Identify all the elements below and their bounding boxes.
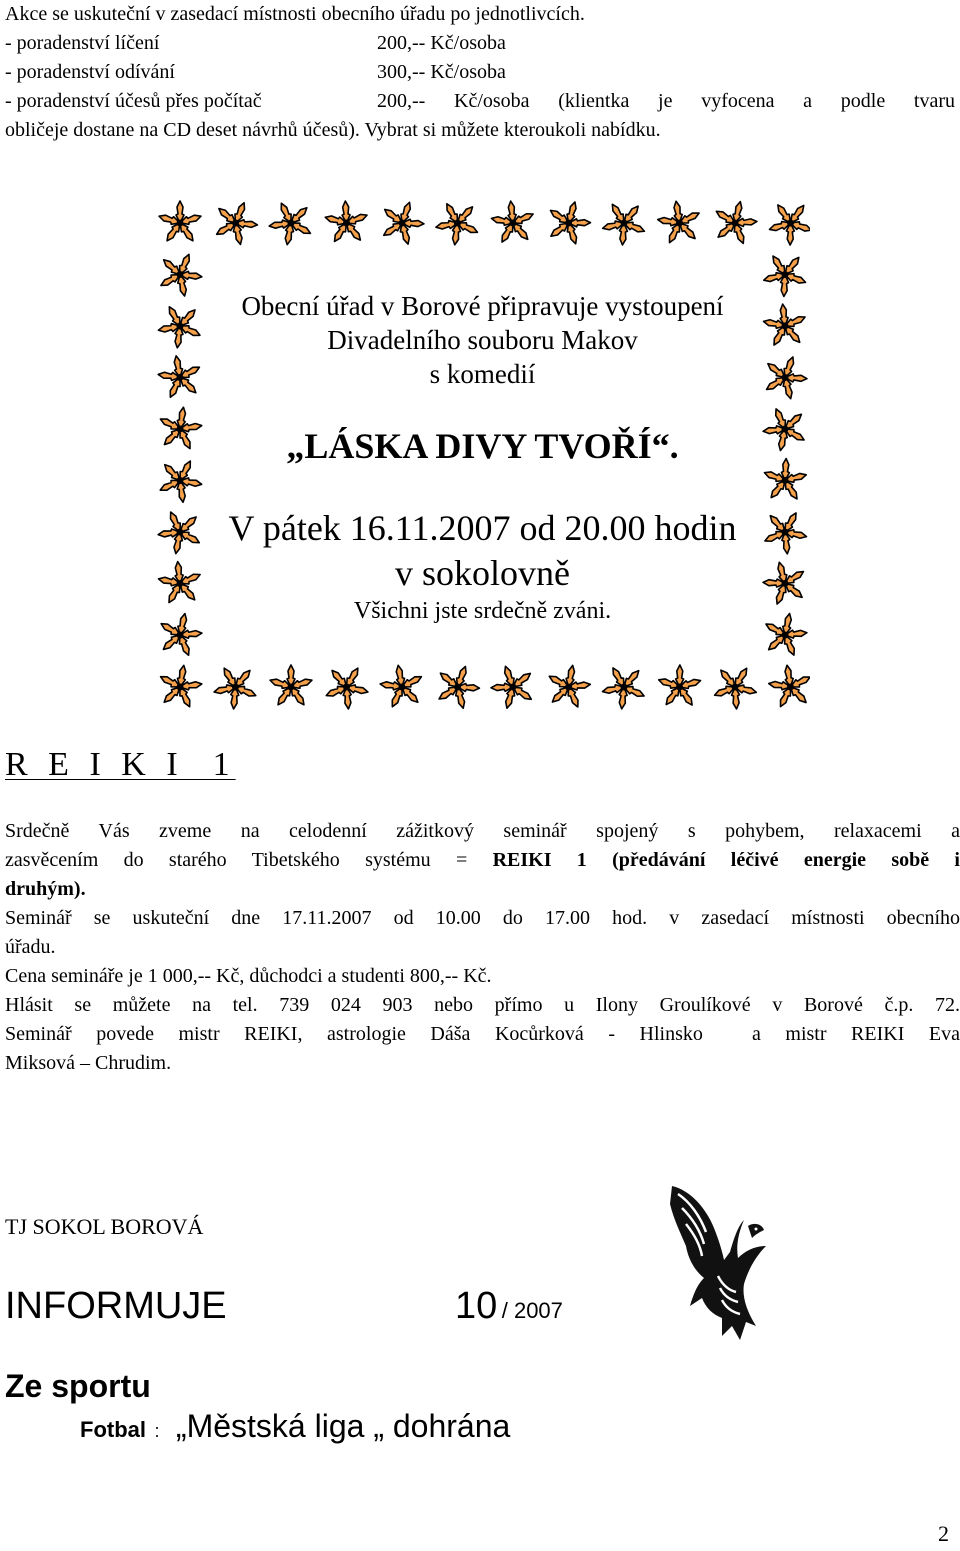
price-name: - poradenství odívání (5, 61, 175, 83)
leaf-star-icon (541, 197, 597, 251)
reiki-paragraph-line: Seminář povede mistr REIKI, astrologie Dáša Kocůrková - Hlinsko a mistr REIKI Eva (5, 1023, 960, 1045)
reiki-text: zasvěcením do starého Tibetského systému = (5, 849, 493, 871)
reiki-bold-text: REIKI 1 (předávání léčivé energie sobě i (492, 849, 960, 871)
invitation-date: V pátek 16.11.2007 od 20.00 hodin (228, 508, 737, 548)
leaf-star-icon (430, 195, 487, 252)
price-row (0, 87, 960, 116)
reiki-paragraph-line (5, 846, 960, 875)
sport-headline: „Městská liga „ dohrána (175, 1408, 511, 1444)
reiki-paragraph-line: úřadu. (5, 936, 56, 958)
leaf-star-icon (704, 656, 765, 715)
leaf-star-icon (320, 195, 375, 251)
invitation-title: „LÁSKA DIVY TVOŘÍ“. (286, 426, 679, 466)
reiki-paragraph-line: Miksová – Chrudim. (5, 1052, 172, 1074)
price-value: 300,-- Kč/osoba (377, 61, 506, 83)
leaf-star-icon (158, 201, 202, 243)
leaf-star-icon (207, 195, 264, 250)
reiki-paragraph-line: Seminář se uskuteční dne 17.11.2007 od 10.00 do 17.00 hod. v zasedací místnosti obecního (5, 907, 960, 929)
leaf-star-icon (600, 201, 647, 246)
issue-year: / 2007 (501, 1298, 563, 1323)
leaf-star-icon (261, 195, 322, 253)
leaf-star-icon (704, 195, 765, 254)
issue-number-value: 10 (455, 1285, 498, 1327)
reiki-paragraph-line: Cena semináře je 1 000,-- Kč, důchodci a studenti 800,-- Kč. (5, 965, 492, 987)
leaf-star-icon (651, 659, 705, 715)
intro-line: Akce se uskuteční v zasedací místnosti obecního úřadu po jednotlivcích. (5, 3, 585, 25)
leaf-star-icon (763, 196, 810, 251)
leaf-star-icon (486, 662, 540, 715)
leaf-star-icon (155, 661, 206, 710)
invitation-line: s komedií (429, 359, 536, 389)
reiki-paragraph-line: Hlásit se můžete na tel. 739 024 903 nebo přímo u Ilony Groulíkové v Borové č.p. 72. (5, 994, 960, 1016)
price-row (0, 58, 960, 87)
leaf-star-icon (381, 200, 425, 246)
leaf-star-icon (537, 657, 598, 715)
leaf-star-icon (206, 656, 267, 715)
leaf-star-icon (431, 662, 485, 714)
invitation-place: v sokolovně (395, 553, 570, 593)
sport-heading: Ze sportu (5, 1368, 151, 1404)
issue-number (455, 1283, 563, 1337)
price-name: - poradenství líčení (5, 32, 160, 54)
leaf-star-icon (265, 659, 319, 714)
page-number: 2 (938, 1521, 949, 1546)
invitation-line: Divadelního souboru Makov (327, 325, 638, 355)
leaf-star-icon (765, 662, 810, 711)
reiki-paragraph-line: Srdečně Vás zveme na celodenní zážitkový seminář spojený s pohybem, relaxacemi a (5, 820, 960, 842)
leaf-star-icon (598, 661, 648, 713)
reiki-heading: R E I K I 1 (5, 746, 236, 783)
informuje-title: INFORMUJE (5, 1285, 227, 1327)
invitation-welcome: Všichni jste srdečně zváni. (353, 598, 612, 624)
price-row (0, 29, 960, 58)
intro-line: obličeje dostane na CD deset návrhů účesů). Vybrat si můžete kteroukoli nabídku. (5, 119, 661, 141)
price-name: - poradenství účesů přes počítač (5, 90, 262, 112)
sokol-name: TJ SOKOL BOROVÁ (5, 1214, 204, 1239)
leaf-star-icon (650, 195, 709, 253)
leaf-star-icon (322, 661, 373, 714)
sport-colon: : (154, 1421, 160, 1441)
invitation-line: Obecní úřad v Borové připravuje vystoupení (241, 291, 724, 321)
reiki-paragraph-line: druhým). (5, 878, 86, 900)
sport-label: Fotbal (80, 1417, 146, 1442)
leaf-star-icon (372, 657, 433, 715)
price-value: 200,-- Kč/osoba (klientka je vyfocena a podle tvaru (377, 90, 955, 112)
sport-line (80, 1404, 510, 1455)
price-value: 200,-- Kč/osoba (377, 32, 506, 54)
eagle-logo-icon (660, 1180, 780, 1345)
leaf-star-icon (483, 195, 544, 254)
